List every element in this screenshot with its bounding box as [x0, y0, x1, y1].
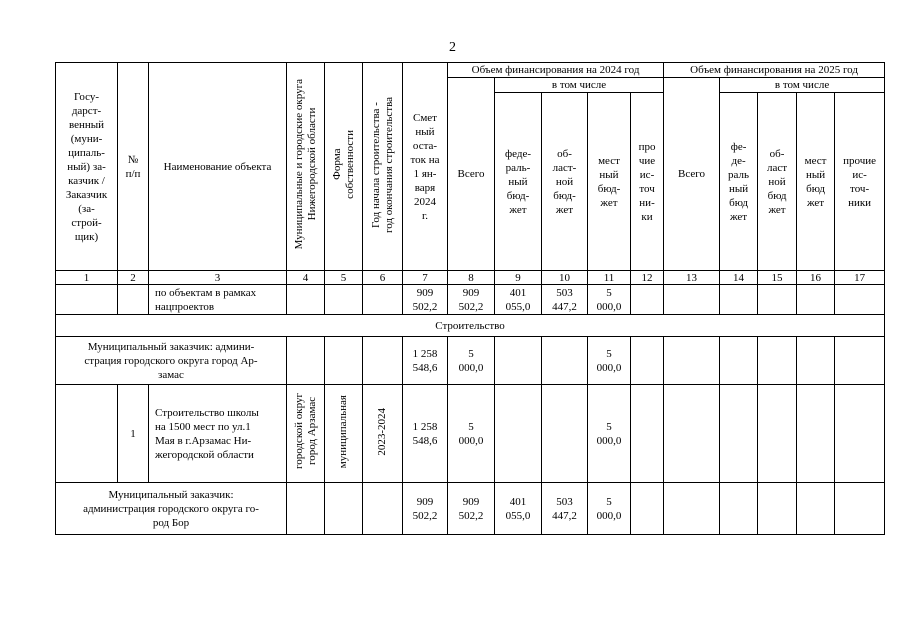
empty-cell — [664, 385, 720, 483]
empty-cell — [758, 285, 797, 315]
table-row-natproj — [56, 285, 885, 315]
arzamas-estimate: 1 258 548,6 — [403, 337, 448, 385]
empty-cell — [631, 285, 664, 315]
empty-cell — [720, 385, 758, 483]
empty-cell — [835, 285, 885, 315]
arzamas-total: 5 000,0 — [448, 337, 495, 385]
header-years-text: Год начала строительства - год окончания строительства — [369, 96, 395, 233]
school-local: 5 000,0 — [588, 385, 631, 483]
section-title: Строительство — [56, 315, 885, 337]
column-number: 16 — [797, 271, 835, 285]
arzamas-customer-name: Муниципальный заказчик: админи- страция городского округа город Ар- замас — [56, 337, 287, 385]
header-total-2024: Всего — [448, 78, 495, 271]
school-name: Строительство школы на 1500 мест по ул.1 Мая в г.Арзамас Ни- жегородской области — [149, 385, 287, 483]
header-other-2024: про чие ис- точ ни- ки — [631, 93, 664, 271]
bor-estimate: 909 502,2 — [403, 483, 448, 535]
empty-cell — [287, 337, 325, 385]
header-municipality — [287, 63, 325, 271]
bor-federal: 401 055,0 — [495, 483, 542, 535]
header-object-name: Наименование объекта — [149, 63, 287, 271]
header-total-2025: Всего — [664, 78, 720, 271]
column-number: 12 — [631, 271, 664, 285]
column-number: 3 — [149, 271, 287, 285]
header-years — [363, 63, 403, 271]
arzamas-local: 5 000,0 — [588, 337, 631, 385]
empty-cell — [835, 337, 885, 385]
empty-cell — [363, 285, 403, 315]
empty-cell — [631, 483, 664, 535]
school-estimate: 1 258 548,6 — [403, 385, 448, 483]
school-municipality-text: городской округ город Арзамас — [292, 393, 318, 470]
table-row-school — [56, 385, 885, 483]
school-municipality — [287, 385, 325, 483]
table-row-bor-customer — [56, 483, 885, 535]
column-number: 7 — [403, 271, 448, 285]
section-row — [56, 315, 885, 337]
empty-cell — [835, 385, 885, 483]
empty-cell — [797, 483, 835, 535]
empty-cell — [495, 337, 542, 385]
empty-cell — [542, 337, 588, 385]
header-federal-2024: феде- раль- ный бюд- жет — [495, 93, 542, 271]
header-other-2025: прочие ис- точ- ники — [835, 93, 885, 271]
natproj-regional: 503 447,2 — [542, 285, 588, 315]
header-regional-2024: об- ласт- ной бюд- жет — [542, 93, 588, 271]
school-num: 1 — [118, 385, 149, 483]
header-ownership-text: Форма собственности — [330, 130, 356, 199]
empty-cell — [835, 483, 885, 535]
empty-cell — [797, 385, 835, 483]
empty-cell — [325, 285, 363, 315]
column-number: 13 — [664, 271, 720, 285]
header-municipality-text: Муниципальные и городские округа Нижегородской области — [292, 79, 318, 250]
column-number: 6 — [363, 271, 403, 285]
natproj-local: 5 000,0 — [588, 285, 631, 315]
column-number: 10 — [542, 271, 588, 285]
header-regional-2025: об- ласт ной бюд жет — [758, 93, 797, 271]
header-fin-2024: Объем финансирования на 2024 год — [448, 63, 664, 78]
financing-table — [55, 62, 885, 535]
header-federal-2025: фе- де- раль ный бюд жет — [720, 93, 758, 271]
empty-cell — [287, 285, 325, 315]
header-local-2025: мест ный бюд жет — [797, 93, 835, 271]
empty-cell — [720, 483, 758, 535]
table-row-arzamas-customer — [56, 337, 885, 385]
column-number: 15 — [758, 271, 797, 285]
school-years-text: 2023-2024 — [376, 407, 388, 456]
column-number: 17 — [835, 271, 885, 285]
empty-cell — [758, 483, 797, 535]
empty-cell — [664, 337, 720, 385]
column-number: 8 — [448, 271, 495, 285]
column-number: 4 — [287, 271, 325, 285]
bor-total: 909 502,2 — [448, 483, 495, 535]
column-number: 5 — [325, 271, 363, 285]
header-including-2024: в том числе — [495, 78, 664, 93]
header-customer: Госу- дарст- венный (муни- ципаль- ный) за- казчик / Заказчик (за- строй- щик) — [56, 63, 118, 271]
empty-cell — [542, 385, 588, 483]
natproj-estimate: 909 502,2 — [403, 285, 448, 315]
empty-cell — [631, 385, 664, 483]
empty-cell — [56, 385, 118, 483]
natproj-total: 909 502,2 — [448, 285, 495, 315]
column-number-row — [56, 271, 885, 285]
empty-cell — [797, 337, 835, 385]
empty-cell — [631, 337, 664, 385]
empty-cell — [363, 483, 403, 535]
header-local-2024: мест ный бюд- жет — [588, 93, 631, 271]
column-number: 1 — [56, 271, 118, 285]
empty-cell — [720, 337, 758, 385]
header-ownership — [325, 63, 363, 271]
column-number: 2 — [118, 271, 149, 285]
natproj-name: по объектам в рамках нацпроектов — [149, 285, 287, 315]
empty-cell — [664, 285, 720, 315]
school-ownership-text: муниципальная — [337, 394, 349, 469]
school-years — [363, 385, 403, 483]
school-ownership — [325, 385, 363, 483]
page-number: 2 — [449, 40, 456, 55]
bor-local: 5 000,0 — [588, 483, 631, 535]
natproj-federal: 401 055,0 — [495, 285, 542, 315]
empty-cell — [287, 483, 325, 535]
header-including-2025: в том числе — [720, 78, 885, 93]
empty-cell — [664, 483, 720, 535]
bor-regional: 503 447,2 — [542, 483, 588, 535]
school-total: 5 000,0 — [448, 385, 495, 483]
empty-cell — [118, 285, 149, 315]
column-number: 14 — [720, 271, 758, 285]
header-num: № п/п — [118, 63, 149, 271]
empty-cell — [363, 337, 403, 385]
empty-cell — [56, 285, 118, 315]
empty-cell — [325, 337, 363, 385]
bor-customer-name: Муниципальный заказчик: администрация городского округа го- род Бор — [56, 483, 287, 535]
empty-cell — [797, 285, 835, 315]
empty-cell — [758, 385, 797, 483]
empty-cell — [325, 483, 363, 535]
header-fin-2025: Объем финансирования на 2025 год — [664, 63, 885, 78]
header-estimate: Смет ный оста- ток на 1 ян- варя 2024 г. — [403, 63, 448, 271]
empty-cell — [758, 337, 797, 385]
empty-cell — [720, 285, 758, 315]
column-number: 9 — [495, 271, 542, 285]
empty-cell — [495, 385, 542, 483]
column-number: 11 — [588, 271, 631, 285]
